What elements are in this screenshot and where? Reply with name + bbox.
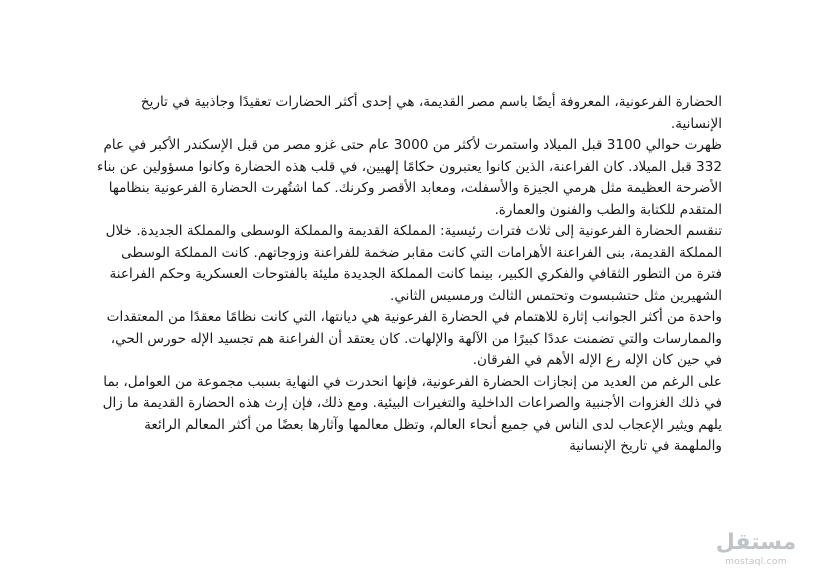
paragraph-history: ظهرت حوالي 3100 قبل الميلاد واستمرت لأكثر من 3000 عام حتى غزو مصر من قبل الإسكندر الأكبر في عام 332 قبل الميلاد. كان الفراعنة، الذين كانوا يعتبرون حكامًا إلهيين، في قلب هذه الحضارة وكانوا مسؤولين عن بناء الأضرحة العظيمة مثل هرمي الجيزة والأسفلت، ومعابد الأقصر وكرنك. كما اشتُهرت الحضارة الفرعونية بنظامها المتقدم للكتابة والطب والفنون والعمارة. <box>97 137 722 218</box>
watermark-logo-text: مستقل <box>715 530 797 555</box>
paragraph-intro: الحضارة الفرعونية، المعروفة أيضًا باسم مصر القديمة، هي إحدى أكثر الحضارات تعقيدًا وجاذبية في تاريخ الإنسانية. <box>140 94 722 132</box>
watermark-url: mostaql.com <box>725 557 787 567</box>
paragraph-periods: تنقسم الحضارة الفرعونية إلى ثلاث فترات رئيسية: المملكة القديمة والمملكة الوسطى والمملكة الجديدة. خلال المملكة القديمة، بنى الفراعنة الأهرامات التي كانت مقابر ضخمة للفراعنة وزوجاتهم. كانت المملكة الوسطى فترة من التطور الثقافي والفكري الكبير، بينما كانت المملكة الجديدة مليئة بالفتوحات العسكرية وحكم الفراعنة الشهيرين مثل حتشبسوت وتحتمس الثالث ورمسيس الثاني. <box>105 223 722 304</box>
mostaql-watermark <box>711 529 801 568</box>
paragraph-legacy: على الرغم من العديد من إنجازات الحضارة الفرعونية، فإنها انحدرت في النهاية بسبب مجموعة من العوامل، بما في ذلك الغزوات الأجنبية والصراعات الداخلية والتغيرات البيئية. ومع ذلك، فإن إرث هذه الحضارة القديمة ما زال يلهم ويثير الإعجاب لدى الناس في جميع أنحاء العالم، وتظل معالمها وآثارها بعضًا من أكثر المعالم الرائعة والملهمة في تاريخ الإنسانية <box>102 373 722 454</box>
paragraph-religion: واحدة من أكثر الجوانب إثارة للاهتمام في الحضارة الفرعونية هي ديانتها، التي كانت نظامًا معقدًا من المعتقدات والممارسات والتي تضمنت عددًا كبيرًا من الآلهة والإلهات. كان يعتقد أن الفراعنة هم تجسيد الإله حورس الحي، في حين كان الإله رع الإله الأهم في الفرقان. <box>106 309 722 368</box>
article-body <box>96 92 722 458</box>
